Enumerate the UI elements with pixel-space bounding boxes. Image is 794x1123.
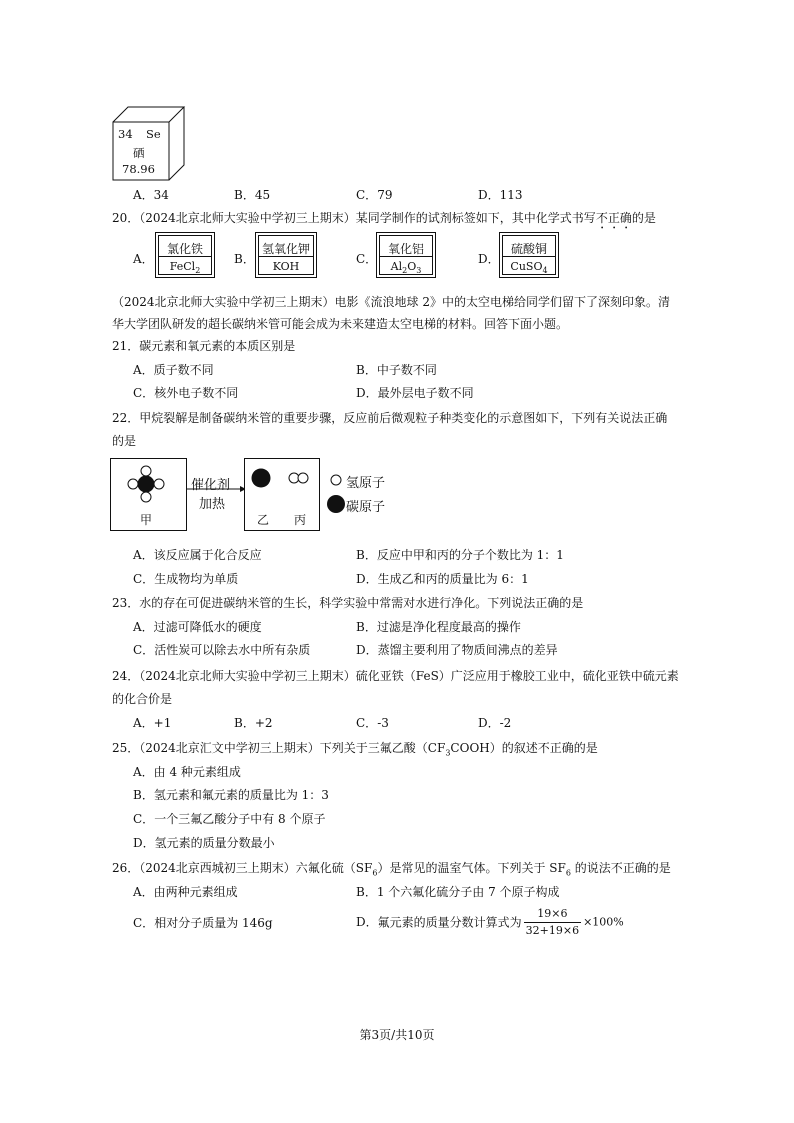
q26-option-c[interactable]: C．相对分子质量为 146g <box>133 916 273 930</box>
q20-stem: 20．（2024北京北师大实验中学初三上期末）某同学制作的试剂标签如下，其中化学式书写不正确的是 <box>112 211 656 225</box>
q21-option-b[interactable]: B．中子数不同 <box>356 363 437 377</box>
heat-label: 加热 <box>199 497 226 512</box>
mass-fraction-formula: $\frac{19\times 6}{32+19\times 6}$ <box>525 907 580 937</box>
reagent-label-al2o3[interactable]: 氧化铝 $Al_2O_3$ <box>376 232 436 278</box>
q24-stem-line-2: 的化合价是 <box>112 692 173 706</box>
hydrogen-atom <box>141 492 151 502</box>
q25-stem: 25．（2024北京汇文中学初三上期末）下列关于三氟乙酸$(CF_3COOH)$的叙述不正确的是 <box>112 741 598 758</box>
element-number: 34 <box>118 127 133 141</box>
q25-option-c[interactable]: C．一个三氟乙酸分子中有 8 个原子 <box>133 812 326 826</box>
carbon-atom <box>138 476 155 493</box>
hydrogen-atom <box>128 479 138 489</box>
q21-option-d[interactable]: D．最外层电子数不同 <box>356 386 474 400</box>
catalyst-label: 催化剂 <box>191 478 231 493</box>
q20-option-c-label[interactable]: C． <box>356 252 378 266</box>
label-yi: 乙 <box>257 513 270 527</box>
q22-stem-line-2: 的是 <box>112 434 137 448</box>
q24-option-a[interactable]: A．+1 <box>133 716 172 730</box>
q24-option-b[interactable]: B．+2 <box>234 716 273 730</box>
reagent-label-koh[interactable]: 氢氧化钾 KOH <box>255 232 317 278</box>
q26-stem: 26．（2024北京西城初三上期末）六氟化硫$(SF_6)$是常见的温室气体。下列关于 $SF_6$ 的说法不正确的是 <box>112 861 671 878</box>
legend-hydrogen-icon <box>331 475 341 485</box>
q22-option-c[interactable]: C．生成物均为单质 <box>133 572 239 586</box>
carbon-atom <box>252 469 271 488</box>
q26-option-b[interactable]: B．1 个六氟化硫分子由 7 个原子构成 <box>356 885 560 899</box>
q22-option-d[interactable]: D．生成乙和丙的质量比为 6：1 <box>356 572 529 586</box>
element-mass: 78.96 <box>122 162 155 176</box>
q23-stem: 23．水的存在可促进碳纳米管的生长，科学实验中常需对水进行净化。下列说法正确的是 <box>112 596 584 610</box>
product-box <box>245 459 320 531</box>
legend-carbon-icon <box>327 495 345 513</box>
q25-option-a[interactable]: A．由 4 种元素组成 <box>133 765 241 779</box>
legend-hydrogen-label: 氢原子 <box>346 476 386 491</box>
q23-option-b[interactable]: B．过滤是净化程度最高的操作 <box>356 620 521 634</box>
q25-option-d[interactable]: D．氢元素的质量分数最小 <box>133 836 275 850</box>
q22-option-a[interactable]: A．该反应属于化合反应 <box>133 548 262 562</box>
element-name: 硒 <box>133 146 145 160</box>
q25-option-b[interactable]: B．氢元素和氟元素的质量比为 1：3 <box>133 788 329 802</box>
q22-stem-line-1: 22．甲烷裂解是制备碳纳米管的重要步骤，反应前后微观粒子种类变化的示意图如下，下列有关说法正确 <box>112 411 668 425</box>
hydrogen-atom <box>154 479 164 489</box>
q22-option-b[interactable]: B．反应中甲和丙的分子个数比为 1：1 <box>356 548 564 562</box>
q26-option-d[interactable]: D．氟元素的质量分数计算式为 $\frac{19\times 6}{32+19\times 6}$ ×100% <box>356 907 624 937</box>
q24-option-c[interactable]: C．-3 <box>356 716 389 730</box>
hydrogen-atom <box>141 466 151 476</box>
q20-option-a-label[interactable]: A． <box>133 252 154 266</box>
q21-option-a[interactable]: A．质子数不同 <box>133 363 214 377</box>
q19-option-c[interactable]: C．79 <box>356 188 393 202</box>
q20-option-b-label[interactable]: B． <box>234 252 255 266</box>
q24-stem-line-1: 24．（2024北京北师大实验中学初三上期末）硫化亚铁（FeS）广泛应用于橡胶工业中，硫化亚铁中硫元素 <box>112 669 679 683</box>
q21-stem: 21．碳元素和氧元素的本质区别是 <box>112 339 296 353</box>
q26-option-a[interactable]: A．由两种元素组成 <box>133 885 238 899</box>
q24-option-d[interactable]: D．-2 <box>478 716 512 730</box>
legend-carbon-label: 碳原子 <box>346 500 386 515</box>
q19-option-a[interactable]: A．34 <box>133 188 169 202</box>
q19-option-d[interactable]: D．113 <box>478 188 523 202</box>
q23-option-d[interactable]: D．蒸馏主要利用了物质间沸点的差异 <box>356 643 558 657</box>
q23-option-a[interactable]: A．过滤可降低水的硬度 <box>133 620 262 634</box>
label-jia: 甲 <box>140 513 153 527</box>
q20-option-d-label[interactable]: D． <box>478 252 500 266</box>
reagent-label-cuso4[interactable]: 硫酸铜 CuSO$_4$ <box>499 232 559 278</box>
q19-option-b[interactable]: B．45 <box>234 188 271 202</box>
reagent-label-fecl2[interactable]: 氯化铁 FeCl$_2$ <box>155 232 215 278</box>
q21-option-c[interactable]: C．核外电子数不同 <box>133 386 239 400</box>
hydrogen-atom <box>298 473 308 483</box>
q23-option-c[interactable]: C．活性炭可以除去水中所有杂质 <box>133 643 311 657</box>
passage-line-2: 华大学团队研发的超长碳纳米管可能会成为未来建造太空电梯的材料。回答下面小题。 <box>112 317 569 331</box>
passage-line-1: （2024北京北师大实验中学初三上期末）电影《流浪地球 2》中的太空电梯给同学们留下了深刻印象。清 <box>112 295 670 309</box>
element-symbol: Se <box>146 127 161 141</box>
label-bing: 丙 <box>294 513 307 527</box>
page-footer: 第3页/共10页 <box>359 1028 435 1042</box>
